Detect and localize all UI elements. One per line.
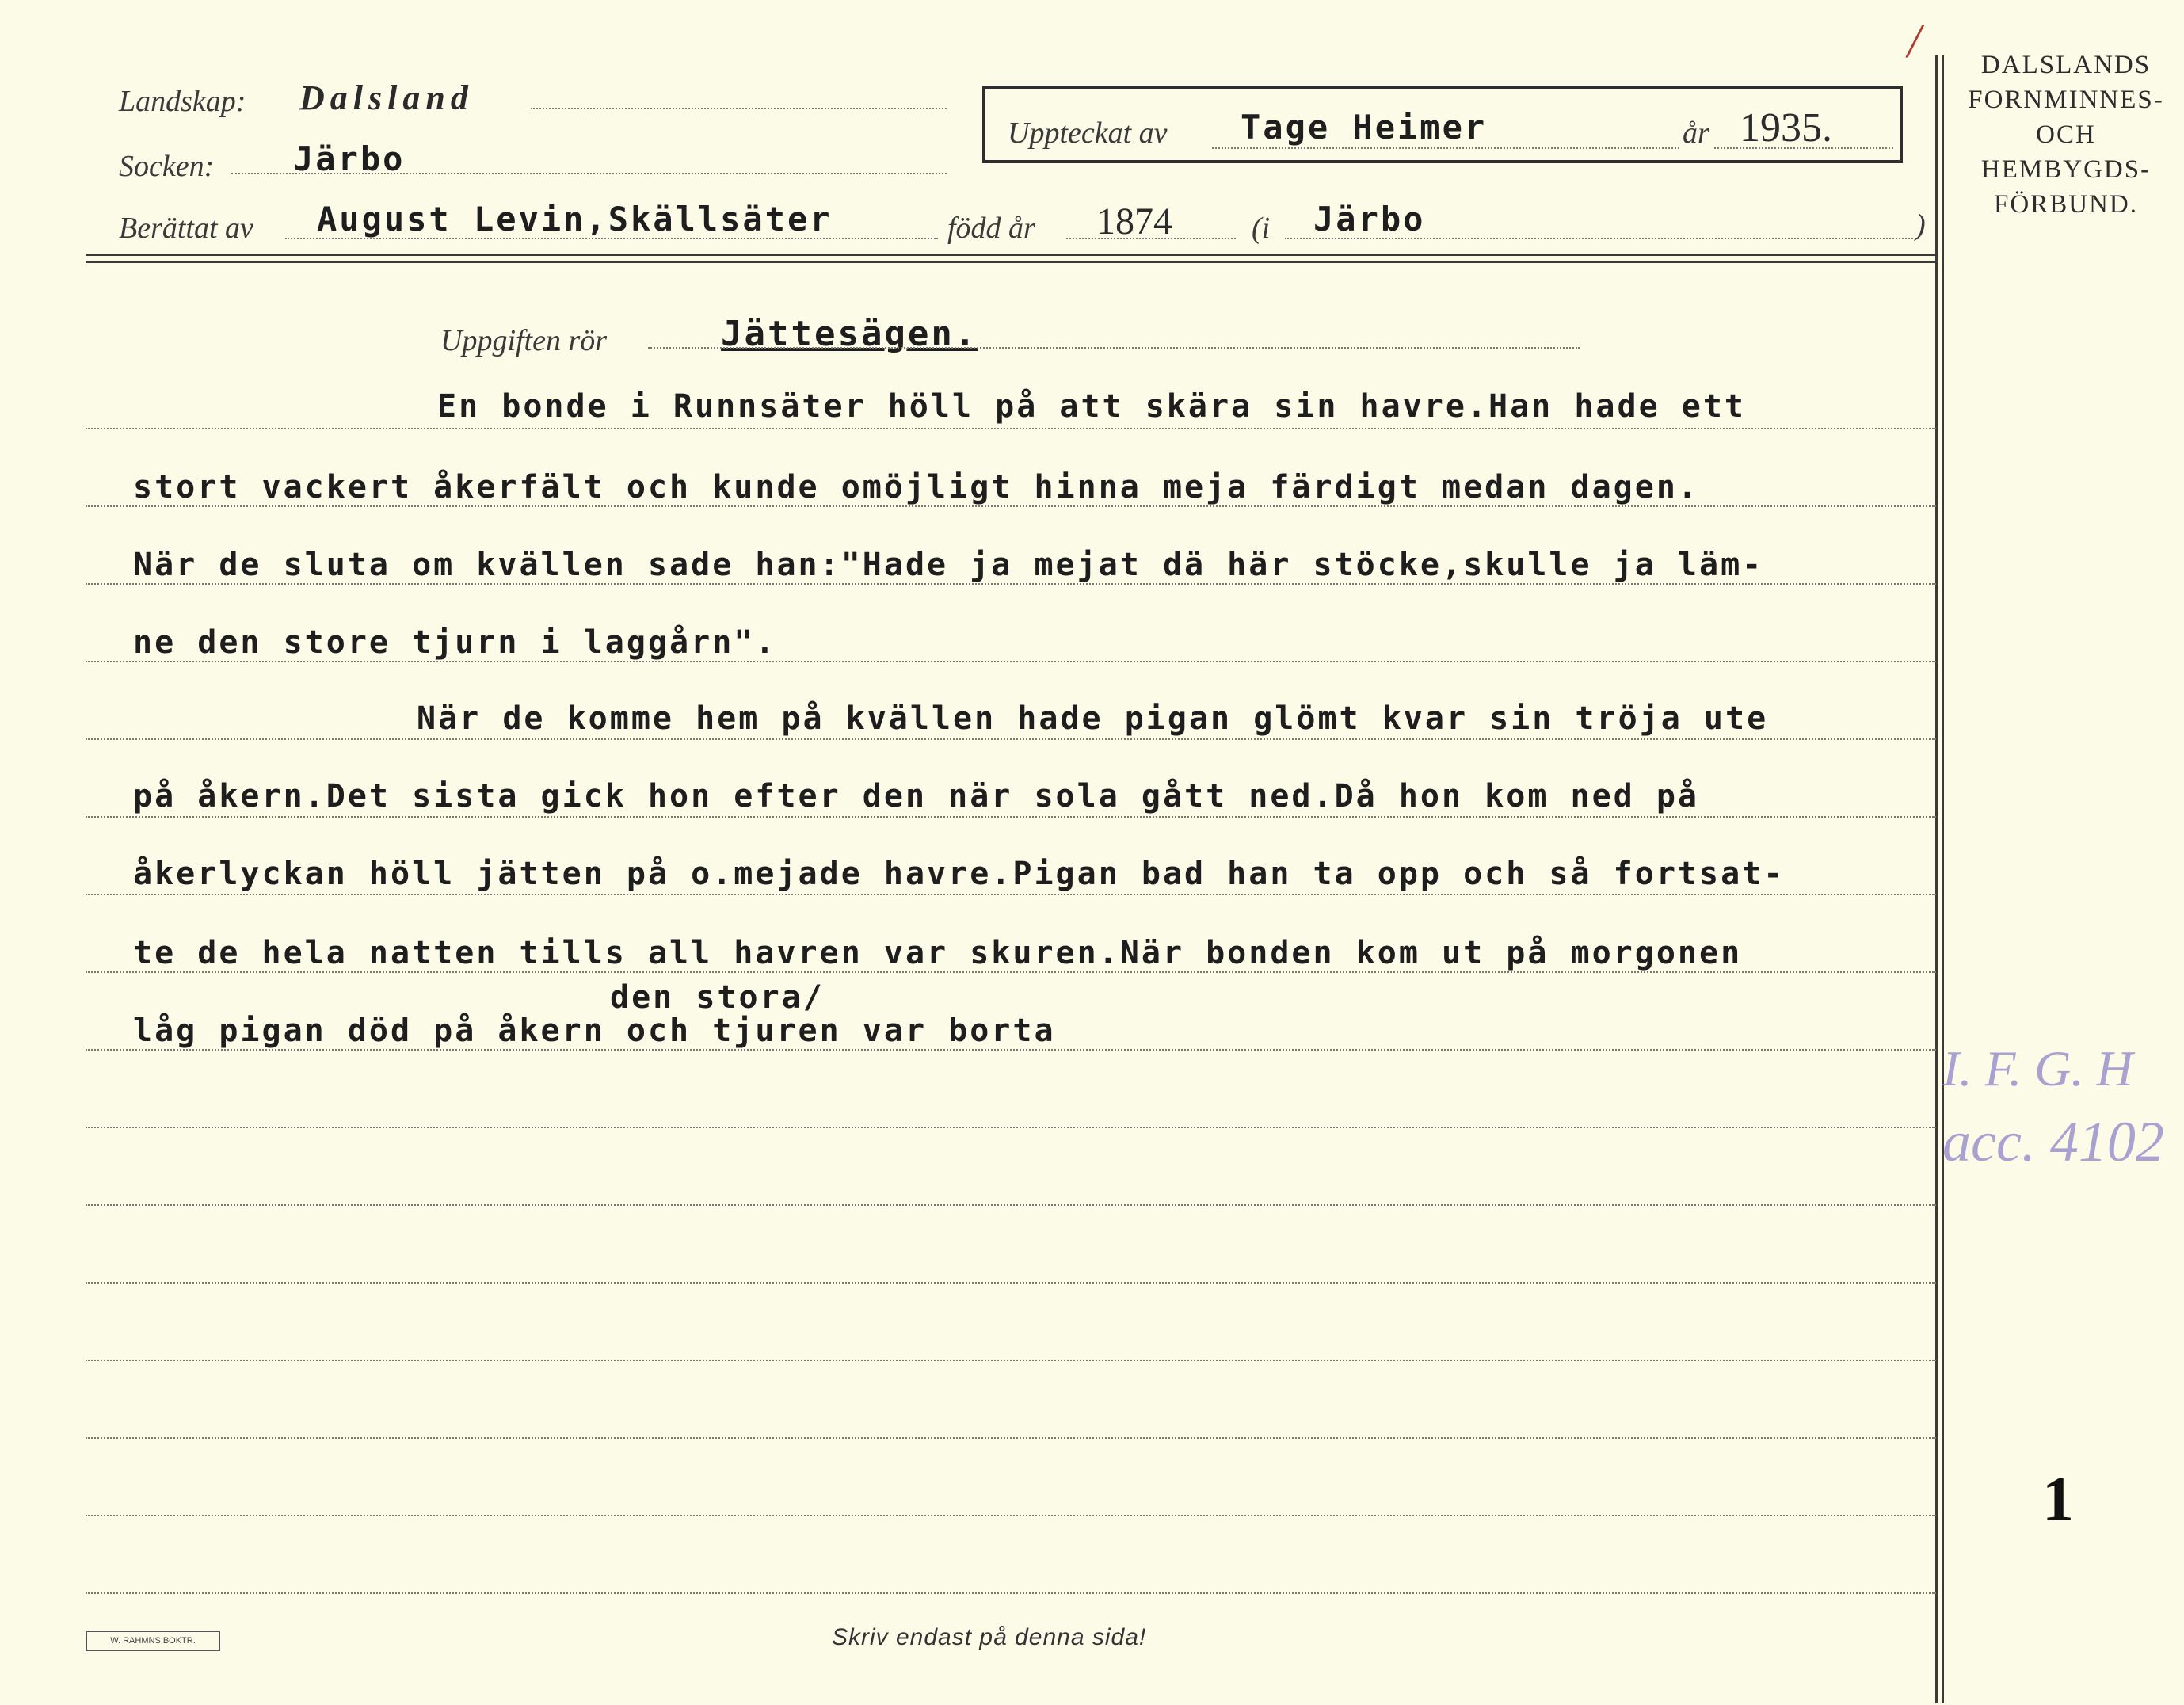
close-paren: ) <box>1915 208 1926 242</box>
body-line: ne den store tjurn i laggårn". <box>133 624 777 661</box>
org-line: OCH <box>2036 120 2096 149</box>
born-label: född år <box>947 212 1035 245</box>
born-value: 1874 <box>1096 200 1172 242</box>
ruled-line <box>86 971 1936 973</box>
recorder-value: Tage Heimer <box>1241 108 1488 147</box>
body-line: stort vackert åkerfält och kunde omöjligt hinna meja färdigt medan dagen. <box>133 469 1699 505</box>
org-line: DALSLANDS <box>1980 51 2152 79</box>
landskap-label: Landskap: <box>119 85 246 118</box>
body-line: När de komme hem på kvällen hade pigan glömt kvar sin tröja ute <box>417 700 1769 737</box>
ruled-line <box>86 816 1936 818</box>
socken-dotline <box>231 173 947 174</box>
archive-stamp-line2: acc. 4102 <box>1942 1110 2164 1173</box>
landskap-value: Dalsland <box>299 78 474 117</box>
subject-dotline <box>648 347 1580 349</box>
socken-label: Socken: <box>119 150 215 183</box>
body-line: åkerlyckan höll jätten på o.mejade havre.Pigan bad han ta opp och så fortsat- <box>133 856 1786 892</box>
ruled-line <box>86 1282 1936 1284</box>
recorder-label: Uppteckat av <box>1008 116 1168 150</box>
subject-value: Jättesägen. <box>721 314 978 354</box>
footer-instruction: Skriv endast på denna sida! <box>832 1624 1147 1650</box>
margin-rule-left <box>1935 55 1938 1703</box>
parish-value: Järbo <box>1313 200 1426 238</box>
header-rule-bottom <box>86 261 1936 263</box>
year-value: 1935. <box>1740 105 1832 151</box>
narrator-dotline <box>285 238 938 239</box>
body-line: te de hela natten tills all havren var skuren.När bonden kom ut på morgonen <box>133 935 1743 971</box>
ruled-line <box>86 1204 1936 1206</box>
narrator-value: August Levin,Skällsäter <box>317 200 833 238</box>
ruled-line <box>86 661 1936 662</box>
ruled-line <box>86 1049 1936 1051</box>
organisation-name <box>1955 48 2177 222</box>
printer-mark: W. RAHMNS BOKTR. <box>86 1631 220 1651</box>
body-line: låg pigan död på åkern och tjuren var borta <box>133 1013 1056 1049</box>
insertion-text: den stora/ <box>610 979 825 1016</box>
ruled-line <box>86 583 1936 585</box>
ruled-line <box>86 1437 1936 1439</box>
subject-label: Uppgiften rör <box>440 324 608 357</box>
landskap-dotline <box>531 108 947 109</box>
ruled-line <box>86 738 1936 740</box>
parish-label: (i <box>1252 212 1271 245</box>
born-dotline <box>1066 238 1236 239</box>
body-line: När de sluta om kvällen sade han:"Hade ja mejat dä här stöcke,skulle ja läm- <box>133 547 1764 583</box>
ruled-line <box>86 894 1936 895</box>
ruled-line <box>86 1127 1936 1128</box>
year-dotline <box>1714 147 1893 149</box>
margin-rule-right <box>1942 55 1944 1703</box>
header-rule-top <box>86 254 1936 256</box>
parish-dotline <box>1285 238 1919 239</box>
ruled-line <box>86 428 1936 429</box>
ruled-line <box>86 505 1936 507</box>
recorder-dotline <box>1212 147 1679 149</box>
page-number: 1 <box>2042 1465 2074 1535</box>
narrator-label: Berättat av <box>119 212 253 245</box>
body-line: En bonde i Runnsäter höll på att skära sin havre.Han hade ett <box>437 388 1747 425</box>
corner-mark: / <box>1908 15 1921 67</box>
org-line: FÖRBUND. <box>1994 190 2138 219</box>
body-line: på åkern.Det sista gick hon efter den när sola gått ned.Då hon kom ned på <box>133 778 1699 814</box>
year-label: år <box>1683 116 1709 150</box>
ruled-line <box>86 1515 1936 1516</box>
org-line: FORNMINNES- <box>1968 86 2164 114</box>
org-line: HEMBYGDS- <box>1980 155 2152 184</box>
socken-value: Järbo <box>293 139 406 178</box>
ruled-line <box>86 1360 1936 1361</box>
archive-stamp-line1: I. F. G. H <box>1942 1040 2133 1097</box>
ruled-line <box>86 1592 1936 1594</box>
